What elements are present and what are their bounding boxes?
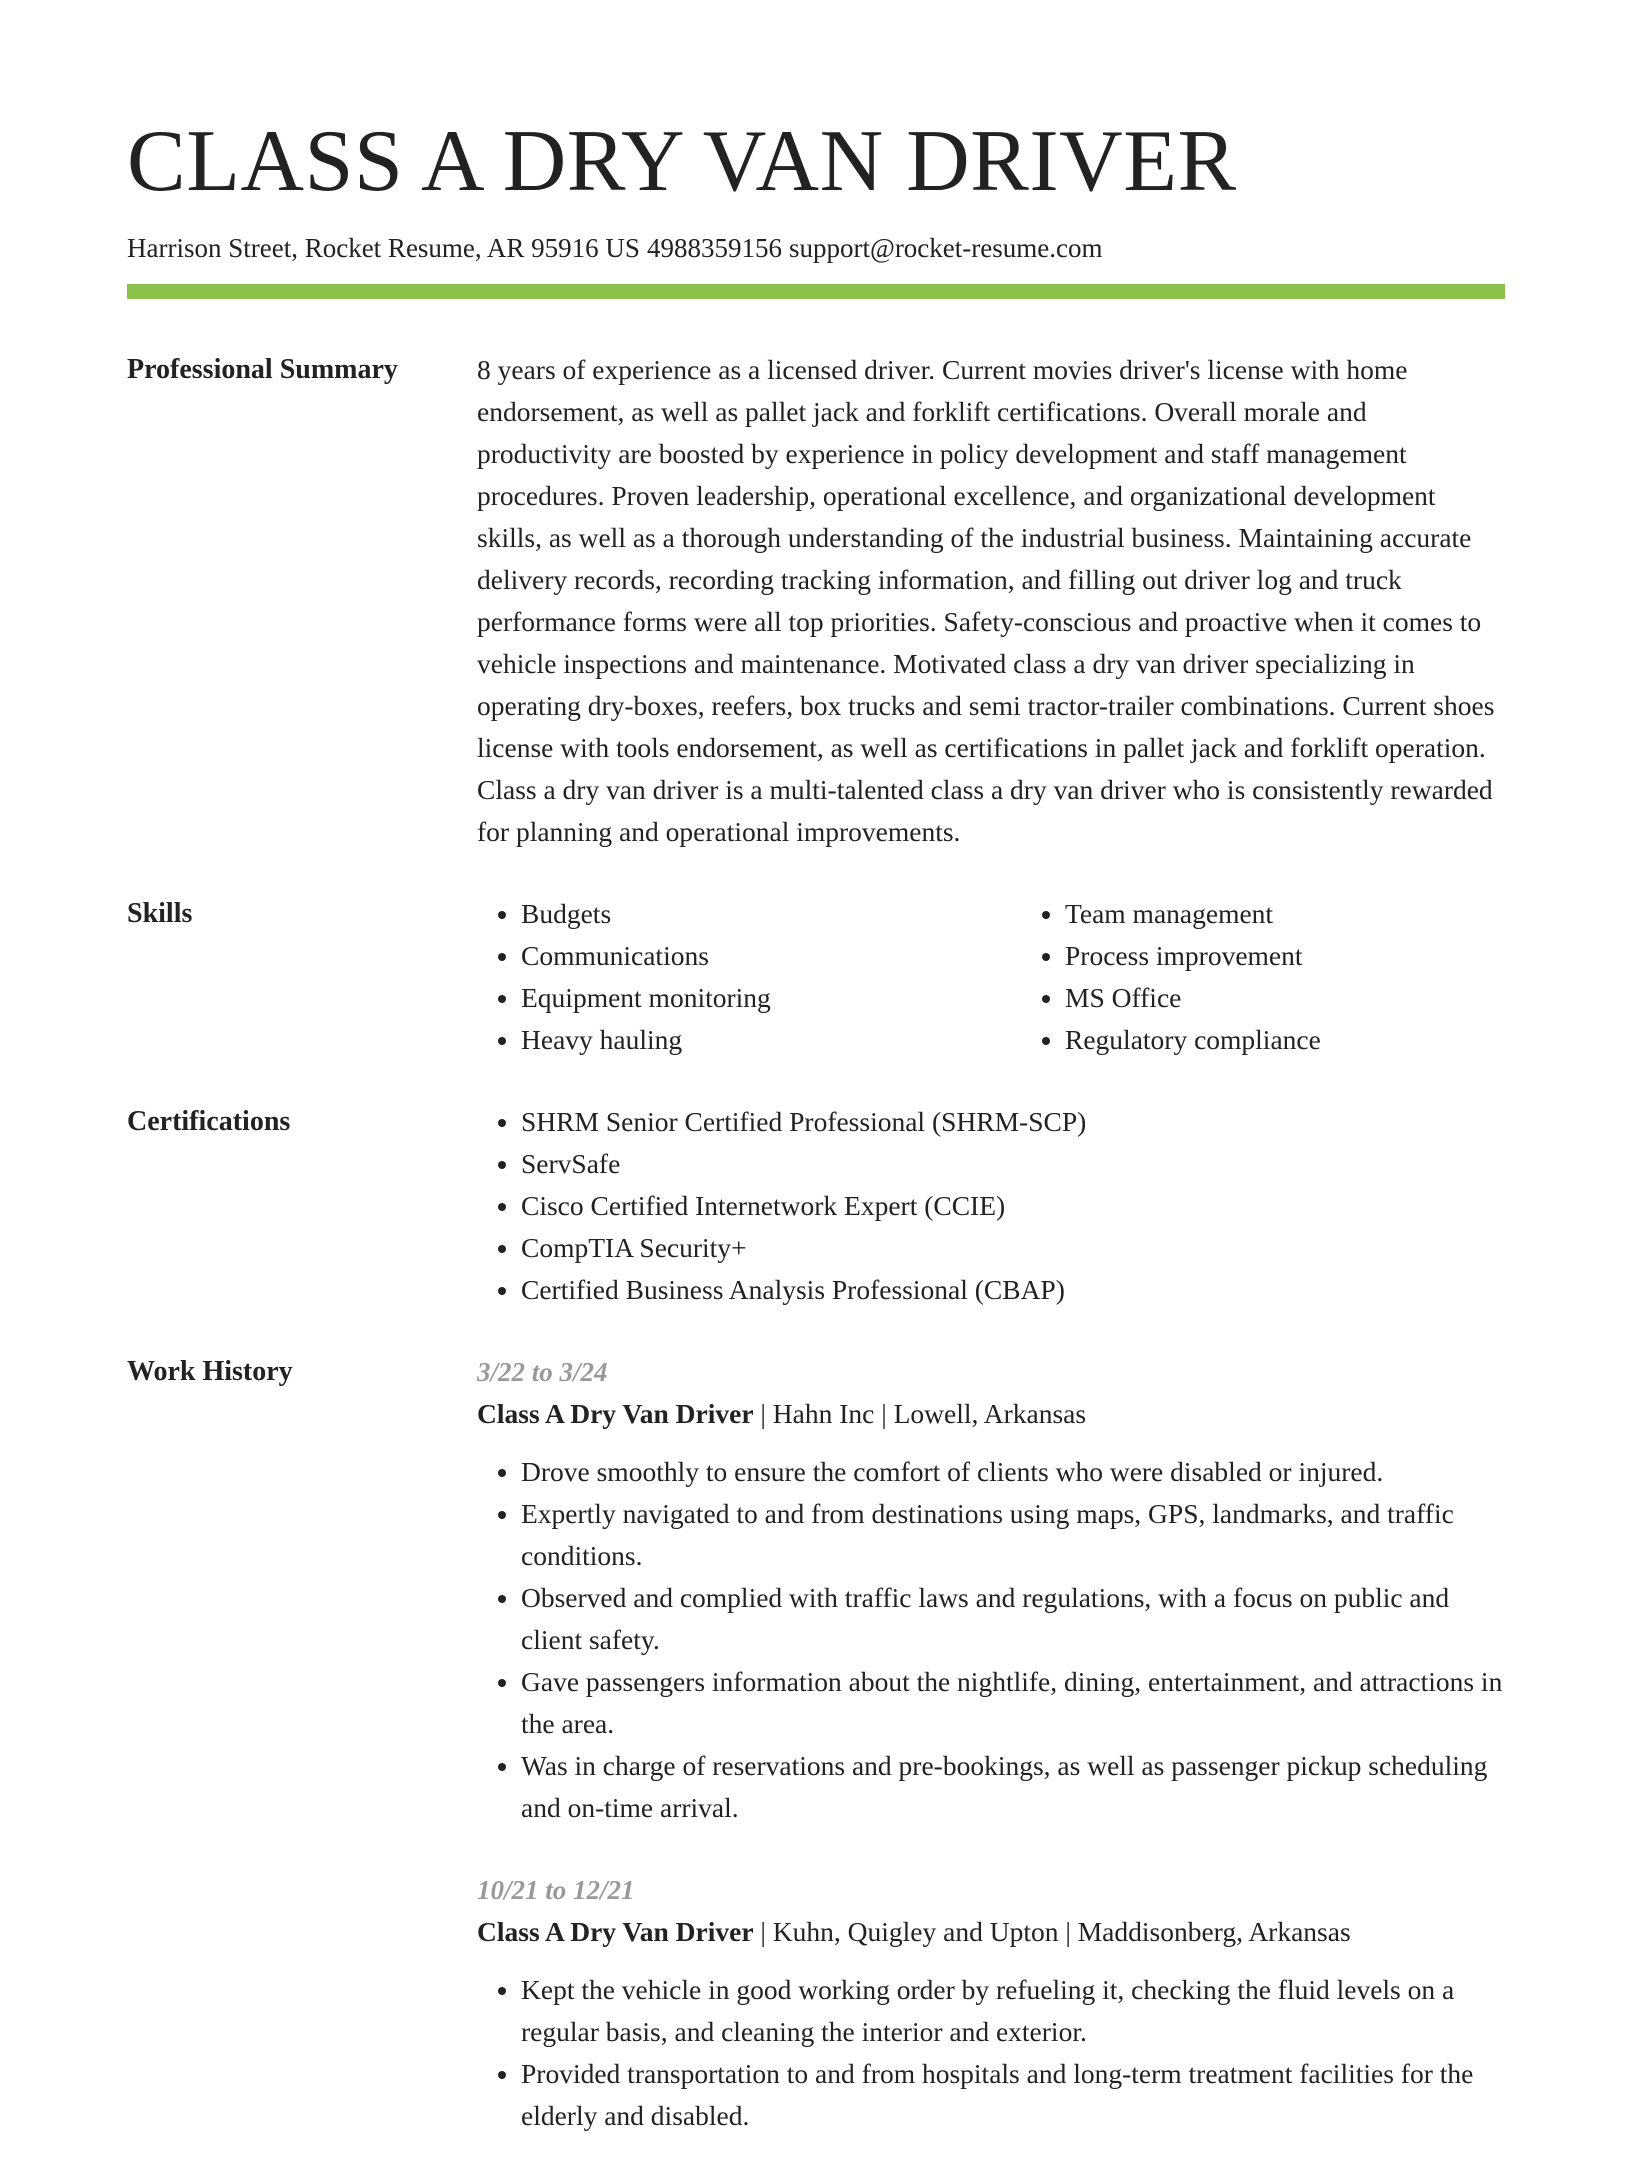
job-title: Class A Dry Van Driver [477,1916,754,1948]
job-details: | Kuhn, Quigley and Upton | Maddisonberg, Arkansas [753,1916,1351,1948]
job-heading [477,1911,1505,1953]
job-title: Class A Dry Van Driver [477,1398,754,1430]
skill-item: • Team management [1065,893,1565,935]
contact-address: Harrison Street, Rocket Resume, AR 95916 US [127,233,640,263]
contact-phone: 4988359156 [646,233,782,263]
section-title-work-history: Work History [127,1356,293,1388]
job-heading [477,1393,1505,1435]
job-bullet: • Drove smoothly to ensure the comfort of clients who were disabled or injured. [521,1451,1505,1493]
section-title-summary: Professional Summary [127,354,398,386]
job-dates: 10/21 to 12/21 [477,1875,635,1906]
work-history-section [127,1351,1505,2177]
skill-item: • Process improvement [1065,935,1565,977]
section-title-certifications: Certifications [127,1106,291,1138]
certification-item: • SHRM Senior Certified Professional (SHRM-SCP) [521,1101,1505,1143]
header-divider [127,284,1505,299]
skill-item: • MS Office [1065,977,1565,1019]
skills-list-right [1021,893,1565,1061]
skills-section [127,893,1505,1061]
certification-item: • Cisco Certified Internetwork Expert (CCIE) [521,1185,1505,1227]
skill-item: • Equipment monitoring [521,977,1021,1019]
job-details: | Hahn Inc | Lowell, Arkansas [753,1398,1087,1430]
skill-item: • Heavy hauling [521,1019,1021,1061]
contact-email: support@rocket-resume.com [788,233,1103,263]
certification-item: • ServSafe [521,1143,1505,1185]
certifications-list [477,1101,1505,1311]
job-bullet: • Expertly navigated to and from destinations using maps, GPS, landmarks, and traffic conditions. [521,1493,1505,1577]
job-bullets [477,1969,1505,2137]
skills-list-left [477,893,1021,1061]
skill-item: • Communications [521,935,1021,977]
job-bullet: • Observed and complied with traffic laws and regulations, with a focus on public and client safety. [521,1577,1505,1661]
job-entry [477,1869,1505,2137]
certifications-section [127,1101,1505,1311]
job-bullets [477,1451,1505,1829]
job-dates: 3/22 to 3/24 [477,1357,608,1388]
job-entry [477,1351,1505,1829]
skill-item: • Budgets [521,893,1021,935]
section-title-skills: Skills [127,898,193,930]
contact-line [127,232,1505,264]
skill-item: • Regulatory compliance [1065,1019,1565,1061]
candidate-name: CLASS A DRY VAN DRIVER [127,113,1237,210]
summary-section [127,349,1505,853]
certification-item: • CompTIA Security+ [521,1227,1505,1269]
certification-item: • Certified Business Analysis Professional (CBAP) [521,1269,1505,1311]
job-bullet: • Was in charge of reservations and pre-bookings, as well as passenger pickup scheduling and on-time arrival. [521,1745,1505,1829]
job-bullet: • Kept the vehicle in good working order by refueling it, checking the fluid levels on a regular basis, and cleaning the interior and exterior. [521,1969,1505,2053]
summary-text: 8 years of experience as a licensed driver. Current movies driver's license with home endorsement, as well as pallet jack and forklift certifications. Overall morale and productivity are boosted by experience in policy development and staff management procedures. Proven leadership, operational excellence, and organizational development skills, as well as a thorough understanding of the industrial business. Maintaining accurate delivery records, recording tracking information, and filling out driver log and truck performance forms were all top priorities. Safety-conscious and proactive when it comes to vehicle inspections and maintenance. Motivated class a dry van driver specializing in operating dry-boxes, reefers, box trucks and semi tractor-trailer combinations. Current shoes license with tools endorsement, as well as certifications in pallet jack and forklift operation. Class a dry van driver is a multi-talented class a dry van driver who is consistently rewarded for planning and operational improvements. [477,354,1495,848]
job-bullet: • Provided transportation to and from hospitals and long-term treatment facilities for the elderly and disabled. [521,2053,1505,2137]
job-bullet: • Gave passengers information about the nightlife, dining, entertainment, and attractions in the area. [521,1661,1505,1745]
